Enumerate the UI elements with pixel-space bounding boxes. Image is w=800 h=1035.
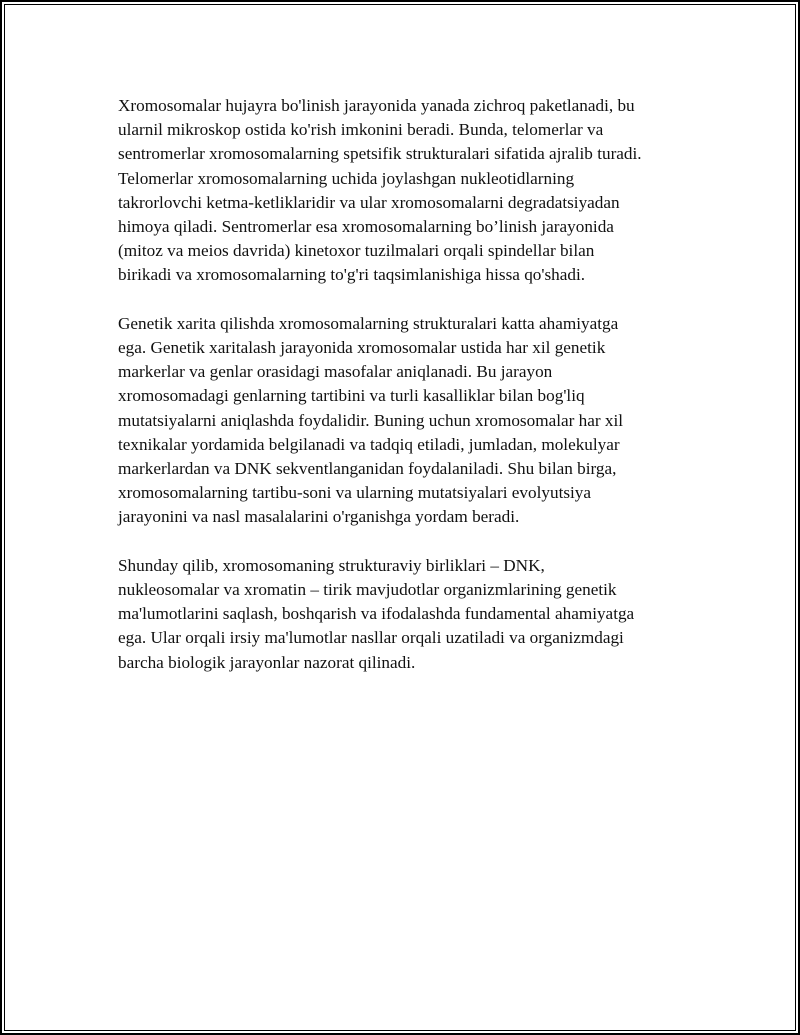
text-line: ega. Ular orqali irsiy ma'lumotlar nasllar orqali uzatiladi va organizmdagi [118, 628, 624, 648]
text-line: xromosomadagi genlarning tartibini va turli kasalliklar bilan bog'liq [118, 386, 585, 406]
text-line: himoya qiladi. Sentromerlar esa xromosomalarning bo’linish jarayonida [118, 217, 614, 237]
text-line: markerlardan va DNK sekventlanganidan foydalaniladi. Shu bilan birga, [118, 459, 617, 479]
text-line: ularnil mikroskop ostida ko'rish imkonini beradi. Bunda, telomerlar va [118, 120, 604, 140]
text-line: Shunday qilib, xromosomaning strukturaviy birliklari – DNK, [118, 555, 545, 575]
document-body [118, 94, 698, 699]
text-line: ega. Genetik xaritalash jarayonida xromosomalar ustida har xil genetik [118, 338, 606, 358]
text-line: texnikalar yordamida belgilanadi va tadqiq etiladi, jumladan, molekulyar [118, 434, 620, 454]
text-line: sentromerlar xromosomalarning spetsifik strukturalari sifatida ajralib turadi. [118, 144, 642, 164]
text-line: (mitoz va meios davrida) kinetoxor tuzilmalari orqali spindellar bilan [118, 241, 595, 261]
text-line: barcha biologik jarayonlar nazorat qilinadi. [118, 652, 416, 672]
text-line: jarayonini va nasl masalalarini o'rganishga yordam beradi. [118, 507, 520, 527]
text-line: nukleosomalar va xromatin – tirik mavjudotlar organizmlarining genetik [118, 580, 617, 600]
text-line: markerlar va genlar orasidagi masofalar aniqlanadi. Bu jarayon [118, 362, 553, 382]
paragraph-3 [118, 554, 698, 675]
text-line: mutatsiyalarni aniqlashda foydalidir. Buning uchun xromosomalar har xil [118, 410, 624, 430]
text-line: Telomerlar xromosomalarning uchida joylashgan nukleotidlarning [118, 168, 575, 188]
text-line: xromosomalarning tartibu-soni va ularning mutatsiyalari evolyutsiya [118, 483, 592, 503]
paragraph-1 [118, 94, 698, 288]
text-line: ma'lumotlarini saqlash, boshqarish va ifodalashda fundamental ahamiyatga [118, 604, 635, 624]
text-line: Xromosomalar hujayra bo'linish jarayonida yanada zichroq paketlanadi, bu [118, 96, 635, 115]
paragraph-2 [118, 312, 698, 530]
text-line: birikadi va xromosomalarning to'g'ri taqsimlanishiga hissa qo'shadi. [118, 265, 586, 285]
text-line: takrorlovchi ketma-ketliklaridir va ular xromosomalarni degradatsiyadan [118, 192, 620, 212]
text-line: Genetik xarita qilishda xromosomalarning strukturalari katta ahamiyatga [118, 313, 619, 333]
